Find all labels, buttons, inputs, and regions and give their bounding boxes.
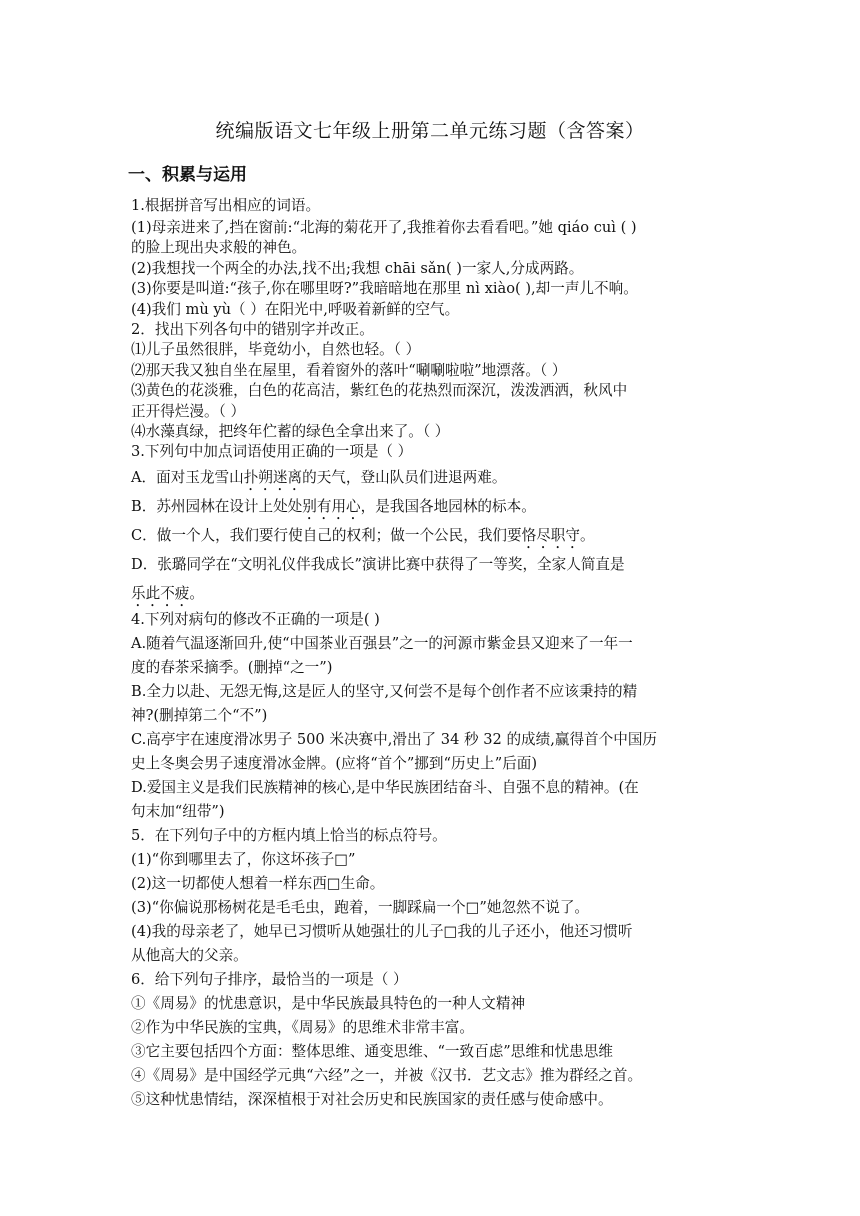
text-line: 5．在下列句子中的方框内填上恰当的标点符号。 [131,826,447,844]
text-line: 史上冬奥会男子速度滑冰金牌。(应将“首个”挪到“历史上”后面) [131,754,538,772]
text-line: ⑵那天我又独自坐在屋里，看着窗外的落叶“唰唰啦啦”地漂落。（ ） [131,361,567,379]
text-line: 的脸上现出央求般的神色。 [131,239,307,257]
text-line: 从他高大的父亲。 [131,946,248,964]
text-line: ②作为中华民族的宝典，《周易》的思维术非常丰富。 [131,1018,474,1036]
emphasized-phrase: 别有用心 [302,497,361,515]
question-list [131,194,731,1112]
text-line: (2)我想找一个两全的办法,找不出;我想 chāi sǎn( )一家人,分成两路。 [131,259,584,277]
document-title: 统编版语文七年级上册第二单元练习题（含答案） [215,120,645,142]
text-line: B．苏州园林在设计上处处别有用心，是我国各地园林的标本。 [131,497,536,515]
text-line: ⑤这种忧患情结，深深植根于对社会历史和民族国家的责任感与使命感中。 [131,1090,613,1108]
text-line: C．做一个人，我们要行使自己的权利；做一个公民，我们要恪尽职守。 [131,526,595,544]
text-line: (1)母亲进来了,挡在窗前:“北海的菊花开了,我推着你去看看吧。”她 qiáo cuì ( ) [131,219,637,236]
text-line: B.全力以赴、无怨无悔,这是匠人的坚守,又何尝不是每个创作者不应该秉持的精 [131,682,638,700]
text-line: ⑶黄色的花淡雅，白色的花高洁，紫红色的花热烈而深沉，泼泼洒洒，秋风中 [131,382,628,400]
text-line: 4.下列对病句的修改不正确的一项是( ) [131,610,380,628]
emphasized-phrase: 乐此不疲 [131,584,190,602]
text-line: ①《周易》的忧患意识，是中华民族最具特色的一种人文精神 [131,994,526,1012]
text-line: (1)“你到哪里去了，你这坏孩子□” [131,850,356,868]
emphasized-phrase: 扑朔迷离 [243,468,303,486]
text-line: A．面对玉龙雪山扑朔迷离的天气，登山队员们进退两难。 [131,468,507,486]
text-line: 6．给下列句子排序，最恰当的一项是（ ） [131,970,408,988]
text-line: 正开得烂漫。（ ） [131,402,246,420]
text-line: (4)我的母亲老了，她早已习惯听从她强壮的儿子□我的儿子还小，他还习惯听 [131,922,633,940]
text-line: ③它主要包括四个方面：整体思维、通变思维、“一致百虑”思维和忧患思维 [131,1042,613,1060]
text-line: ⑴儿子虽然很胖，毕竟幼小，自然也轻。（ ） [131,341,421,359]
section-heading: 一、积累与运用 [128,165,247,185]
text-line: 乐此不疲。 [131,584,204,602]
emphasized-phrase: 恪尽职守 [521,526,580,544]
text-line: 神?(删掉第二个“不”) [131,706,268,724]
text-line: (2)这一切都使人想着一样东西□生命。 [131,874,385,892]
text-line: 2．找出下列各句中的错别字并改正。 [131,320,374,338]
text-line: ④《周易》是中国经学元典“六经”之一，并被《汉书．艺文志》推为群经之首。 [131,1066,643,1084]
text-line: ⑷水藻真绿，把终年伫蓄的绿色全拿出来了。（ ） [131,422,450,440]
text-line: (3)“你偏说那杨树花是毛毛虫，跑着，一脚踩扁一个□”她忽然不说了。 [131,898,590,916]
text-line: D.爱国主义是我们民族精神的核心,是中华民族团结奋斗、自强不息的精神。(在 [131,778,639,796]
text-line: D．张璐同学在“文明礼仪伴我成长”演讲比赛中获得了一等奖，全家人简直是 [131,555,625,573]
text-line: A.随着气温逐渐回升,使“中国茶业百强县”之一的河源市紫金县又迎来了一年一 [131,634,633,652]
text-line: (3)你要是叫道:“孩子,你在哪里呀?”我暗暗地在那里 nì xiào( ),却一声儿不响。 [131,280,638,298]
text-line: 度的春茶采摘季。(删掉“之一”) [131,658,333,676]
text-line: C.高亭宇在速度滑冰男子 500 米决赛中,滑出了 34 秒 32 的成绩,赢得首个中国历 [131,730,658,748]
text-line: 3.下列句中加点词语使用正确的一项是（ ） [131,443,413,461]
text-line: 1.根据拼音写出相应的词语。 [131,197,321,214]
text-line: (4)我们 mù yù（ ）在阳光中,呼吸着新鲜的空气。 [131,300,460,318]
text-line: 句末加“纽带”) [131,802,225,820]
